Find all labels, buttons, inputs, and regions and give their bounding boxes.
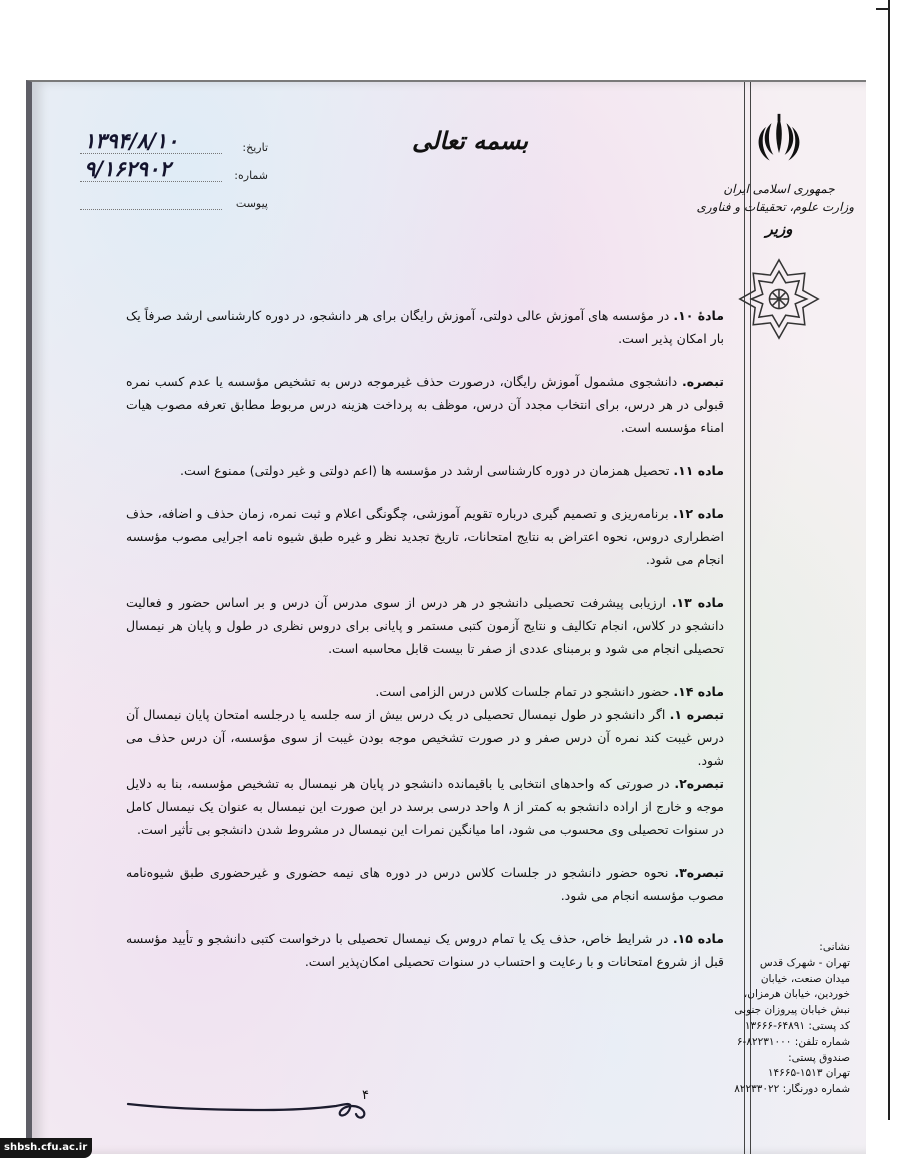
attachment-value [80, 208, 222, 210]
date-row [80, 126, 268, 154]
date-value: ۱۳۹۴/۸/۱۰ [80, 128, 222, 154]
article-text: ارزیابی پیشرفت تحصیلی دانشجو در هر درس از سوی مدرس آن درس و بر اساس حضور و فعالیت دانشجو در کلاس، انجام تکالیف و نتایج آزمون کتبی مستمر و پایانی برای دروس نظری در طول و پایان هر نیمسال تحصیلی انجام می شود و برمبنای عددی از صفر تا بیست قابل محاسبه است. [126, 595, 724, 656]
article-heading: ماده ۱۳. [671, 595, 724, 610]
attachment-label: پیوست [235, 197, 268, 210]
signature-icon [124, 1092, 384, 1128]
note-text: در صورتی که واحدهای انتخابی یا باقیمانده دانشجو در پایان هر نیمسال به تشخیص مؤسسه، بنا به دلایل موجه و خارج از اراده دانشجو به کمتر از ۸ واحد درسی برسد در این صورت این نیمسال به عنوان یک نیمسال کامل در سنوات تحصیلی وی محسوب می شود، اما میانگین نمرات این نیمسال در مشروط شدن دانشجو بی تأثیر است. [126, 776, 725, 837]
article-13 [126, 591, 724, 660]
letterhead-minister: وزیر [765, 220, 793, 238]
note-text: دانشجوی مشمول آموزش رایگان، درصورت حذف غیرموجه درس به تشخیص مؤسسه یا عدم کسب نمره قبولی در هر درس، برای انتخاب مجدد آن درس، موظف به پرداخت هزینه درس مربوط مطابق تعرفه مصوب هیات امناء مؤسسه است. [126, 374, 724, 435]
letter-body [126, 304, 724, 993]
ornament-icon [736, 256, 822, 342]
site-badge[interactable]: shbsh.cfu.ac.ir [0, 1138, 92, 1158]
note-heading: تبصره۳. [674, 865, 724, 880]
basmala: بسمه تعالی [412, 126, 529, 155]
article-text: برنامه‌ریزی و تصمیم گیری درباره تقویم آموزشی، چگونگی اعلام و ثبت نمره، زمان حذف و اضافه، حذف اضطراری دروس، نحوه اعتراض به نتایج امتحانات، تاریخ تجدید نظر و غیره طبق شیوه نامه اجرایی مصوب مؤسسه انجام می شود. [126, 506, 724, 567]
address-line: تهران - شهرک قدس [759, 956, 850, 969]
po-box-value: تهران ۱۵۱۳-۱۴۶۶۵ [767, 1067, 850, 1080]
note-text: نحوه حضور دانشجو در جلسات کلاس درس در دوره های نیمه حضوری و غیرحضوری طبق شیوه‌نامه مصوب مؤسسه انجام می شود. [126, 865, 724, 903]
article-10 [126, 304, 724, 350]
note-10 [126, 370, 724, 439]
postal-code: کد پستی: ۶۴۸۹۱-۱۳۶۶۶ [744, 1019, 850, 1032]
date-label: تاریخ: [242, 141, 268, 154]
note-14-1 [126, 703, 724, 772]
letter-page [26, 80, 866, 1154]
address-block [722, 940, 850, 1098]
number-value: ۹/۱۶۲۹۰۲ [80, 156, 222, 182]
note-14-3 [126, 861, 724, 907]
article-heading: مادهٔ ۱۰. [673, 308, 724, 323]
address-line: نبش خیابان پیروزان جنوبی [734, 1004, 850, 1017]
note-heading: تبصره ۱. [669, 707, 725, 722]
letter-meta [80, 126, 268, 210]
scan-right-edge [888, 0, 890, 1120]
article-11 [126, 459, 724, 482]
iran-emblem-icon [751, 112, 807, 168]
article-heading: ماده ۱۱. [673, 463, 724, 478]
article-text: در شرایط خاص، حذف یک یا تمام دروس یک نیمسال تحصیلی با درخواست کتبی دانشجو و تأیید مؤسسه قبل از شروع امتحانات و با رعایت و احتساب در سنوات تحصیلی امکان‌پذیر است. [126, 931, 724, 969]
po-box-label: صندوق پستی: [788, 1051, 850, 1064]
letterhead-country: جمهوری اسلامی ایران [723, 182, 835, 196]
attachment-row [80, 182, 268, 210]
article-text: تحصیل همزمان در دوره کارشناسی ارشد در مؤسسه ها (اعم دولتی و غیر دولتی) ممنوع است. [179, 463, 674, 478]
article-14 [126, 680, 724, 703]
address-line: میدان صنعت، خیابان [760, 972, 850, 985]
page-number: ۴ [362, 1088, 369, 1103]
article-heading: ماده ۱۲. [673, 506, 724, 521]
note-14-2 [126, 772, 724, 841]
phone-number: شماره تلفن: ۸۲۲۳۱۰۰۰-۶ [736, 1035, 850, 1048]
address-line: خوردین، خیابان هرمزان، [743, 988, 850, 1001]
article-heading: ماده ۱۴. [673, 684, 724, 699]
note-heading: تبصره۲. [674, 776, 724, 791]
note-text: اگر دانشجو در طول نیمسال تحصیلی در یک درس بیش از سه جلسه یا درجلسه امتحان پایان نیمسال آن درس غیبت کند نمره آن درس صفر و در صورت تشخیص موجه بودن غیبت از سوی مؤسسه، آن درس حذف می شود. [126, 707, 724, 768]
fax-number: شماره دورنگار: ۸۲۲۳۳۰۲۲ [734, 1083, 850, 1096]
scan-edge-mark [876, 8, 890, 10]
article-15 [126, 927, 724, 973]
letterhead-ministry: وزارت علوم، تحقیقات و فناوری [696, 200, 854, 214]
article-text: در مؤسسه های آموزش عالی دولتی، آموزش رایگان برای هر دانشجو، در دوره کارشناسی ارشد صرفاً یک بار امکان پذیر است. [126, 308, 724, 346]
article-heading: ماده ۱۵. [672, 931, 724, 946]
number-label: شماره: [234, 169, 268, 182]
note-heading: تبصره. [681, 374, 724, 389]
article-12 [126, 502, 724, 571]
article-text: حضور دانشجو در تمام جلسات کلاس درس الزامی است. [375, 684, 674, 699]
address-label: نشانی: [819, 941, 850, 953]
number-row [80, 154, 268, 182]
